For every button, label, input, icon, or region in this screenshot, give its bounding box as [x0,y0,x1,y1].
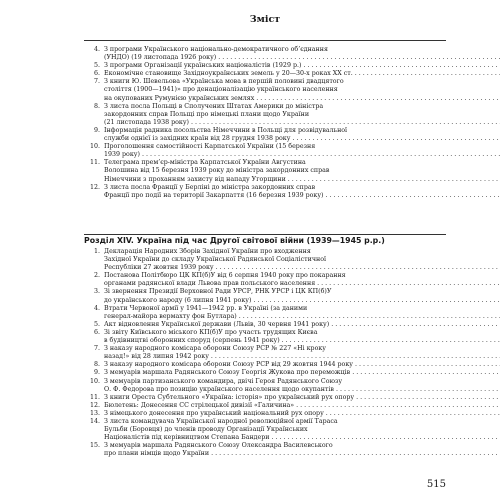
toc-entry-number: 7. [93,78,100,86]
toc-entry-title-line: Націоналістів під керівництвом Степана Бандери [104,434,270,442]
toc-entry-title-line: З книги Ореста Субтельного «Україна: історія» про український рух опору [104,393,355,401]
dot-leader [352,369,500,377]
toc-entry-title-line: генерал-майора вермахту фон Бутлара) [104,312,237,320]
toc-entry-number: 11. [89,393,100,401]
toc-entry-title-line: Волошина від 15 березня 1939 року до міністра закордонних справ [104,167,330,175]
toc-entry-title-line: З листа командувача Української народної революційної армії Тараса [104,417,338,425]
toc-entry-number: 8. [93,102,100,110]
dot-leader [326,192,500,200]
dot-leader [282,337,500,345]
toc-entry-title-line: Економічне становище Західноукраїнських земель у 20—30-х роках ХХ ст. [104,70,353,78]
dot-leader [211,353,500,361]
dot-leader [317,280,500,288]
section-heading: Розділ XIV. Україна під час Другої світової війни (1939—1945 р.р.) [84,236,385,245]
toc-entry [84,442,446,458]
toc-entry [84,272,446,288]
toc-entry [84,46,446,62]
toc-entry-title-line: Бульби (Боровця) до членів проводу Організації Українських [104,426,308,434]
toc-entry-title-line: Республіки 27 жовтня 1939 року [104,264,214,272]
toc-entry-title-line: Проголошення самостійності Карпатської України (15 березня [104,143,316,151]
toc-entry-number: 14. [89,417,100,425]
toc-entry-title-line: органами радянської влади Львова прав польського населення [104,280,316,288]
toc-entry [84,378,446,394]
dot-leader [211,450,500,458]
toc-entry-title-line: Постанова Політбюро ЦК КП(б)У від 6 серпня 1940 року про покарання [104,272,346,280]
toc-entry-title-line: З мемуарів маршала Радянського Союзу Олександра Василевського [104,442,333,450]
dot-leader [271,434,500,442]
toc-entry-title-line: З книги Ю. Шевельова «Українська мова в першій половині двадцятого [104,78,344,86]
toc-entry [84,62,446,70]
toc-entry-number: 5. [93,320,100,328]
toc-entry-title-line: З листа посла Польщі в Сполучених Штатах Америки до міністра [104,102,324,110]
toc-entry-title-line: на окупованих Румунією українських землях [104,94,255,102]
toc-entry-title-line: З листа посла Франції у Берліні до міністра закордонних справ [104,183,316,191]
toc-entry-number: 10. [89,143,100,151]
toc-list-previous-section [84,46,446,200]
toc-entry [84,184,446,200]
toc-entry-title-line: в будівництві оборонних споруд (серпень 1941 року) [104,337,280,345]
toc-entry-title-line: століття (1900—1941)» про денаціоналізацію українського населення [104,86,338,94]
toc-entry-title-line: Зі звернення Президії Верховної Ради УРСР, РНК УРСР і ЦК КП(б)У [104,288,332,296]
toc-entry-title-line: закордонних справ Польщі про німецькі плани щодо України [104,110,310,118]
toc-entry-title-line: до українського народу (6 липня 1941 року) [104,296,252,304]
toc-entry-number: 9. [93,126,100,134]
toc-entry-number: 6. [93,70,100,78]
toc-entry-number: 11. [89,159,100,167]
toc-entry-title-line: З програми Організації українських націоналістів (1929 р.) [104,62,302,70]
toc-entry-title-line: Акт відновлення Української держави (Львів, 30 червня 1941 року) [104,320,330,328]
toc-entry-title-line: Західної України до складу Української Радянської Соціалістичної [104,256,326,264]
toc-entry-title-line: З німецького донесення про український національний рух опору [104,409,324,417]
dot-leader [331,321,500,329]
toc-entry-title-line: З мемуарів партизанського командира, двічі Героя Радянського Союзу [104,377,343,385]
toc-entry [84,78,446,102]
toc-list-section-xiv [84,248,446,458]
dot-leader [218,54,500,62]
dot-leader [253,297,500,305]
page-title: Зміст [249,14,281,25]
toc-entry [84,361,446,369]
toc-entry-number: 3. [93,288,100,296]
toc-entry-number: 12. [89,183,100,191]
toc-entry [84,402,446,410]
dot-leader [296,402,500,410]
toc-entry [84,70,446,78]
dot-leader [356,394,500,402]
toc-entry-number: 5. [93,62,100,70]
dot-leader [303,62,500,70]
toc-entry-number: 13. [89,409,100,417]
toc-entry-title-line: 1939 року) [104,151,140,159]
toc-entry-title-line: назад!» від 28 липня 1942 року [104,353,209,361]
toc-entry [84,305,446,321]
dot-leader [191,119,500,127]
page-number: 515 [426,479,446,490]
dot-leader [326,410,500,418]
toc-entry-title-line: (21 листопада 1938 року) [104,118,189,126]
toc-entry-title-line: З програми Українського національно-демократичного об’єднання [104,46,328,53]
toc-entry [84,418,446,442]
toc-entry-title-line: Втрати Червоної армії у 1941—1942 рр. в Україні (за даними [104,304,308,312]
toc-entry-number: 12. [89,401,100,409]
toc-entry-number: 4. [93,304,100,312]
toc-entry-title-line: Німеччини з проханням захисту від нападу Угорщини [104,175,286,183]
toc-entry [84,321,446,329]
dot-leader [142,151,500,159]
toc-entry-number: 10. [89,377,100,385]
section-divider [84,234,446,235]
toc-entry-title-line: Декларація Народних Зборів Західної України про входження [104,248,311,255]
dot-leader [292,135,500,143]
toc-entry-title-line: Зі звіту Київського міського КП(б)У про участь трудящих Києва [104,328,318,336]
page-header [84,0,446,41]
dot-leader [216,264,500,272]
toc-entry-number: 6. [93,328,100,336]
toc-entry [84,394,446,402]
toc-entry [84,248,446,272]
toc-entry-title-line: Телеграма прем’єр-міністра Карпатської України Августина [104,159,306,167]
toc-entry [84,329,446,345]
toc-entry-title-line: О. Ф. Федорова про позицію українського населення щодо окупантів [104,385,334,393]
toc-entry [84,103,446,127]
toc-entry-number: 1. [93,248,100,255]
toc-entry-number: 15. [89,442,100,450]
dot-leader [355,70,500,78]
toc-entry [84,345,446,361]
toc-entry-number: 4. [93,46,100,53]
toc-entry-number: 9. [93,369,100,377]
dot-leader [256,95,500,103]
toc-entry-title-line: (УНДО) (19 листопада 1926 року) [104,54,217,62]
toc-entry [84,369,446,377]
toc-entry-title-line: З мемуарів маршала Радянського Союзу Георгія Жукова про переможців [104,369,351,377]
toc-entry-title-line: Бюлетень: Донесення СС стрілецької дивізії «Галичина» [104,401,295,409]
dot-leader [355,361,500,369]
toc-entry-title-line: Франції про події на території Закарпаття (16 березня 1939 року) [104,191,324,199]
toc-entry-number: 7. [93,345,100,353]
toc-entry [84,288,446,304]
toc-entry-title-line: З наказу народного комісара оборони Союзу РСР від 29 жовтня 1944 року [104,361,353,369]
toc-entry [84,410,446,418]
toc-entry-number: 8. [93,361,100,369]
toc-entry-number: 2. [93,272,100,280]
toc-entry-title-line: про плани німців щодо України [104,450,210,458]
dot-leader [336,386,500,394]
toc-entry-title-line: служби однієї із західних країн від 28 грудня 1938 року [104,135,291,143]
toc-entry [84,127,446,143]
toc-entry [84,143,446,159]
dot-leader [239,313,500,321]
toc-entry [84,159,446,183]
toc-entry-title-line: Інформація радника посольства Німеччини в Польщі для розвідувальної [104,126,348,134]
dot-leader [288,176,500,184]
toc-entry-title-line: З наказу народного комісара оборони Союзу РСР № 227 «Ні кроку [104,345,326,353]
